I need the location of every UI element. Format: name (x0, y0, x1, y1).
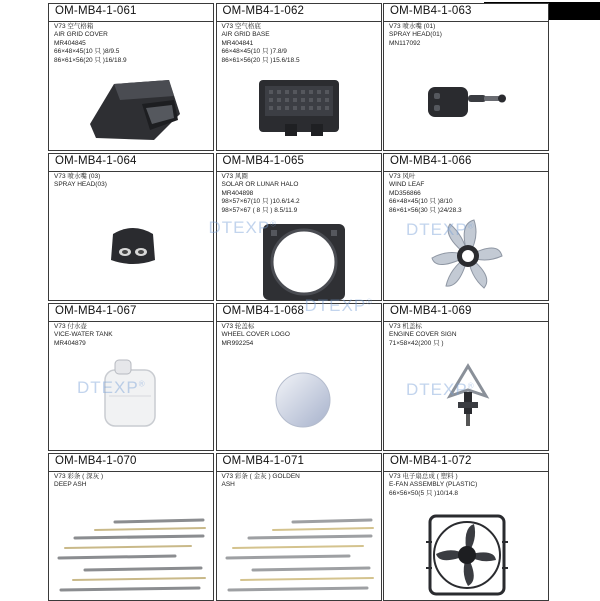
wheel-cover-logo-image (273, 370, 333, 430)
product-code: OM-MB4-1-069 (390, 305, 472, 317)
golden-ash-stripe-image (223, 512, 377, 598)
product-card-069[interactable] (383, 303, 549, 451)
product-grid (48, 3, 549, 601)
product-description: V73 喷水嘴 (03) SPRAY HEAD(03) (54, 173, 107, 189)
divider (217, 171, 381, 172)
product-card-061[interactable] (48, 3, 214, 151)
watermark: DTEXP® (304, 296, 374, 315)
product-card-067[interactable] (48, 303, 214, 451)
product-code: OM-MB4-1-067 (55, 305, 137, 317)
product-card-070[interactable] (48, 453, 214, 601)
product-code: OM-MB4-1-063 (390, 5, 472, 17)
divider (217, 471, 381, 472)
watermark: DTEXP® (77, 378, 146, 397)
product-card-068[interactable] (216, 296, 382, 451)
spray-head-01-image (424, 79, 514, 129)
divider (49, 21, 213, 22)
product-description: V73 风叶 WIND LEAF MD356866 66×48×45(10 只 )8/10 86×61×56(30 只 )24/28.3 (389, 173, 462, 214)
product-code: OM-MB4-1-072 (390, 455, 472, 467)
product-card-071[interactable] (216, 453, 382, 601)
watermark: DTEXP® (406, 380, 475, 399)
product-description: V73 喷水嘴 (01) SPRAY HEAD(01) MN117092 (389, 23, 442, 47)
divider (217, 321, 381, 322)
product-description: V73 机盖标 ENGINE COVER SIGN 71×58×42(200 只 ) (389, 323, 457, 347)
product-description: V73 空气格底 AIR GRID BASE MR404841 66×48×45(10 只 )7.8/9 86×61×56(20 只 )15.6/18.5 (221, 23, 300, 64)
product-code: OM-MB4-1-068 (222, 305, 305, 317)
product-description: V73 彩条 ( 金灰 ) GOLDEN ASH (221, 473, 300, 489)
product-description: V73 空气格箱 AIR GRID COVER MR404845 66×48×45(10 只 )8/9.5 86×61×56(20 只 )16/18.9 (54, 23, 127, 64)
product-code: OM-MB4-1-066 (390, 155, 472, 167)
product-code: OM-MB4-1-062 (222, 5, 305, 17)
product-description: V73 风圈 SOLAR OR LUNAR HALO MR404898 98×57×67(10 只 )10.6/14.2 98×57×67 ( 8 只 ) 8.5/11.9 (221, 173, 300, 214)
divider (49, 171, 213, 172)
air-grid-base-image (255, 72, 345, 142)
product-description: V73 彩条 ( 深灰 ) DEEP ASH (54, 473, 104, 489)
divider (217, 21, 381, 22)
spray-head-03-image (107, 222, 159, 268)
product-description: V73 轮盖标 WHEEL COVER LOGO MR992254 (221, 323, 290, 347)
product-card-065[interactable] (208, 153, 382, 301)
product-card-064[interactable] (48, 153, 214, 301)
divider (49, 321, 213, 322)
product-card-063[interactable] (383, 3, 549, 151)
product-code: OM-MB4-1-061 (55, 5, 137, 17)
e-fan-assembly-image (422, 512, 512, 598)
air-grid-cover-image (84, 74, 184, 144)
divider (384, 471, 548, 472)
product-code: OM-MB4-1-071 (222, 455, 305, 467)
product-card-072[interactable] (383, 453, 549, 601)
product-card-066[interactable] (383, 153, 549, 301)
divider (384, 171, 548, 172)
divider (384, 321, 548, 322)
divider (384, 21, 548, 22)
divider (49, 471, 213, 472)
product-code: OM-MB4-1-064 (55, 155, 137, 167)
watermark: DTEXP® (406, 220, 475, 239)
product-card-062[interactable] (216, 3, 382, 151)
watermark: DTEXP® (208, 218, 278, 237)
product-description: V73 付水壶 VICE-WATER TANK MR404879 (54, 323, 113, 347)
product-code: OM-MB4-1-070 (55, 455, 137, 467)
product-code: OM-MB4-1-065 (222, 155, 305, 167)
deep-ash-stripe-image (55, 512, 209, 598)
product-description: V73 电子扇总成 ( 塑料 ) E-FAN ASSEMBLY (PLASTIC) 66×56×50(5 只 )10/14.8 (389, 473, 478, 497)
